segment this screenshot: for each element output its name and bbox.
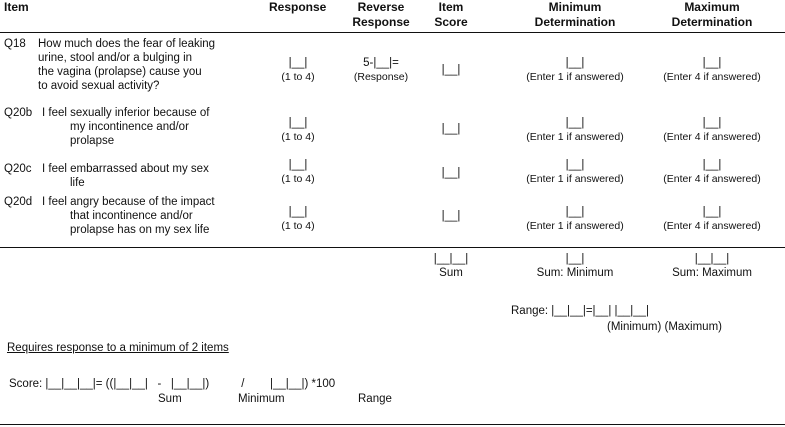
question-id-q20c: Q20c <box>4 163 32 175</box>
question-text-q18-line1: How much does the fear of leaking <box>38 38 216 50</box>
range-labels: (Minimum) (Maximum) <box>607 321 722 333</box>
question-text-q18-line3: the vagina (prolapse) cause you <box>38 66 202 78</box>
header-minimum-determination-2: Determination <box>534 15 616 29</box>
question-text-q18-line2: urine, stool and/or a bulging in <box>38 52 193 64</box>
question-text-q20d-line1: I feel angry because of the impact <box>42 196 215 208</box>
response-range-q20b: (1 to 4) <box>281 131 315 143</box>
question-text-q20b-line1: I feel sexually inferior because of <box>42 107 210 119</box>
header-item: Item <box>4 0 29 14</box>
max-note-q18: (Enter 4 if answered) <box>663 71 761 83</box>
header-item-score-1: Item <box>438 0 464 14</box>
sum-maximum-label: Sum: Maximum <box>672 267 752 279</box>
requirement-note-text: Requires response to a minimum of 2 items <box>7 342 229 354</box>
header-reverse-response-1: Reverse <box>357 0 405 14</box>
question-id-q20b: Q20b <box>4 107 33 119</box>
sum-label: Sum <box>439 267 463 279</box>
range-formula[interactable]: Range: |__|__|=|__| |__|__| <box>511 305 650 317</box>
requirement-note <box>7 341 229 355</box>
score-label-minimum: Minimum <box>238 393 285 405</box>
reverse-note-q18: (Response) <box>353 71 409 83</box>
header-item-score-2: Score <box>434 15 468 29</box>
max-box-q20c[interactable]: |__| <box>702 159 722 171</box>
max-box-q20b[interactable]: |__| <box>702 117 722 129</box>
totals-divider <box>0 247 785 248</box>
response-range-q20c: (1 to 4) <box>281 173 315 185</box>
question-id-q18: Q18 <box>4 38 26 50</box>
score-label-range: Range <box>358 393 392 405</box>
response-box-q20c[interactable]: |__| <box>288 159 308 171</box>
question-text-q20d-line3: prolapse has on my sex life <box>70 224 210 236</box>
header-reverse-response-2: Response <box>352 15 410 29</box>
score-formula[interactable]: Score: |__|__|__|= ((|__|__| - |__|__|) / |__|__|) *100 <box>9 378 336 390</box>
question-text-q20c-line1: I feel embarrassed about my sex <box>42 163 209 175</box>
min-note-q20d: (Enter 1 if answered) <box>526 220 624 232</box>
question-text-q18-line4: to avoid sexual activity? <box>38 80 160 92</box>
question-id-q20d: Q20d <box>4 196 33 208</box>
min-box-q20d[interactable]: |__| <box>565 206 585 218</box>
response-box-q20b[interactable]: |__| <box>288 117 308 129</box>
question-text-q20b-line3: prolapse <box>70 135 115 147</box>
response-box-q20d[interactable]: |__| <box>288 206 308 218</box>
score-label-sum: Sum <box>158 393 182 405</box>
header-response: Response <box>269 0 327 14</box>
question-text-q20d-line2: that incontinence and/or <box>70 210 193 222</box>
question-text-q20c-line2: life <box>70 177 85 189</box>
max-note-q20d: (Enter 4 if answered) <box>663 220 761 232</box>
score-box-q20b[interactable]: |__| <box>441 123 461 135</box>
max-note-q20b: (Enter 4 if answered) <box>663 131 761 143</box>
reverse-box-q18[interactable]: 5-|__|= <box>363 57 399 69</box>
sum-box[interactable]: |__|__| <box>433 253 469 265</box>
sum-minimum-label: Sum: Minimum <box>536 267 614 279</box>
min-note-q20c: (Enter 1 if answered) <box>526 173 624 185</box>
score-box-q18[interactable]: |__| <box>441 64 461 76</box>
header-maximum-determination-2: Determination <box>671 15 753 29</box>
sum-maximum-box[interactable]: |__|__| <box>694 253 730 265</box>
sum-minimum-box[interactable]: |__| <box>565 253 585 265</box>
bottom-divider <box>0 424 785 425</box>
min-note-q20b: (Enter 1 if answered) <box>526 131 624 143</box>
max-box-q20d[interactable]: |__| <box>702 206 722 218</box>
response-box-q18[interactable]: |__| <box>288 57 308 69</box>
min-note-q18: (Enter 1 if answered) <box>526 71 624 83</box>
max-note-q20c: (Enter 4 if answered) <box>663 173 761 185</box>
header-divider <box>0 32 785 33</box>
min-box-q18[interactable]: |__| <box>565 57 585 69</box>
score-box-q20c[interactable]: |__| <box>441 167 461 179</box>
response-range-q20d: (1 to 4) <box>281 220 315 232</box>
question-text-q20b-line2: my incontinence and/or <box>70 121 189 133</box>
min-box-q20c[interactable]: |__| <box>565 159 585 171</box>
response-range-q18: (1 to 4) <box>281 71 315 83</box>
score-box-q20d[interactable]: |__| <box>441 210 461 222</box>
header-maximum-determination-1: Maximum <box>684 0 740 14</box>
header-minimum-determination-1: Minimum <box>548 0 602 14</box>
max-box-q18[interactable]: |__| <box>702 57 722 69</box>
min-box-q20b[interactable]: |__| <box>565 117 585 129</box>
